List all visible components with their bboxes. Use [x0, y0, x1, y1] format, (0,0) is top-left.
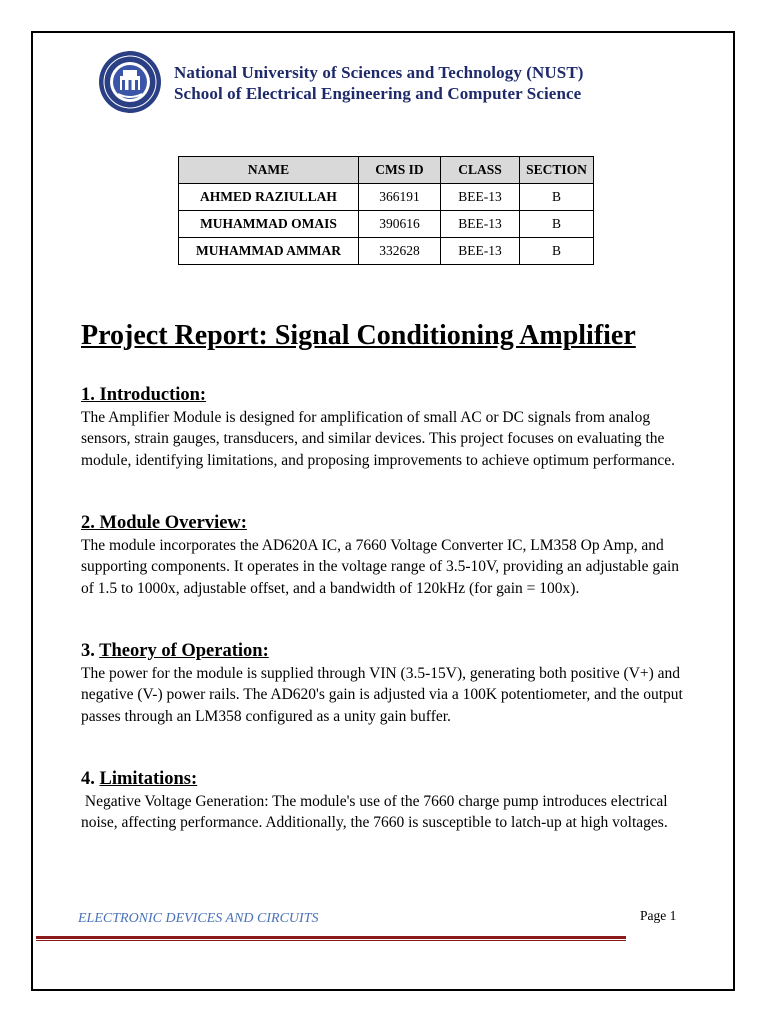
table-row — [179, 211, 594, 238]
section-limitations — [81, 767, 691, 834]
institution-header — [174, 62, 584, 104]
member-name: MUHAMMAD OMAIS — [179, 211, 359, 238]
member-class: BEE-13 — [441, 184, 520, 211]
member-section: B — [520, 211, 594, 238]
section-module-overview — [81, 511, 691, 599]
member-name: AHMED RAZIULLAH — [179, 184, 359, 211]
table-row — [179, 238, 594, 265]
header-class: CLASS — [441, 157, 520, 184]
table-row — [179, 184, 594, 211]
section-heading: 2. Module Overview: — [81, 513, 247, 533]
section-heading: 1. Introduction: — [81, 385, 207, 405]
member-class: BEE-13 — [441, 238, 520, 265]
section-body: The power for the module is supplied through VIN (3.5-15V), generating both positive (V+) and negative (V-) power rails. The AD620's gain is adjusted via a 100K potentiometer, and the output passes through an LM358 configured as a unity gain buffer. — [81, 665, 683, 725]
section-heading: 3. Theory of Operation: — [81, 641, 269, 661]
footer-page-number: Page 1 — [640, 908, 677, 923]
section-body: Negative Voltage Generation: The module's use of the 7660 charge pump introduces electrical noise, affecting performance. Additionally, the 7660 is susceptible to latch-up at high voltages. — [81, 793, 672, 832]
member-section: B — [520, 184, 594, 211]
member-section: B — [520, 238, 594, 265]
footer-course: ELECTRONIC DEVICES AND CIRCUITS — [78, 911, 319, 926]
member-cms-id: 332628 — [359, 238, 441, 265]
member-cms-id: 390616 — [359, 211, 441, 238]
table-header-row — [179, 157, 594, 184]
header-section: SECTION — [520, 157, 594, 184]
section-introduction — [81, 383, 691, 471]
header-name: NAME — [179, 157, 359, 184]
footer-rule — [36, 936, 626, 942]
member-cms-id: 366191 — [359, 184, 441, 211]
member-name: MUHAMMAD AMMAR — [179, 238, 359, 265]
report-title: Project Report: Signal Conditioning Amplifier — [81, 320, 636, 351]
members-table — [178, 156, 594, 265]
institution-name: National University of Sciences and Technology (NUST) — [174, 63, 584, 82]
header-cms-id: CMS ID — [359, 157, 441, 184]
nust-seal-icon — [98, 50, 162, 114]
section-theory-of-operation — [81, 639, 691, 727]
section-body: The module incorporates the AD620A IC, a 7660 Voltage Converter IC, LM358 Op Amp, and supporting components. It operates in the voltage range of 3.5-10V, providing an adjustable gain of 1.5 to 1000x, adjustable offset, and a bandwidth of 120kHz (for gain = 100x). — [81, 537, 680, 597]
section-body: The Amplifier Module is designed for amplification of small AC or DC signals from analog sensors, strain gauges, transducers, and similar devices. This project focuses on evaluating the module, identifying limitations, and proposing improvements to achieve optimum performance. — [81, 409, 676, 469]
section-heading: 4. Limitations: — [81, 769, 198, 789]
school-name: School of Electrical Engineering and Computer Science — [174, 84, 582, 103]
member-class: BEE-13 — [441, 211, 520, 238]
